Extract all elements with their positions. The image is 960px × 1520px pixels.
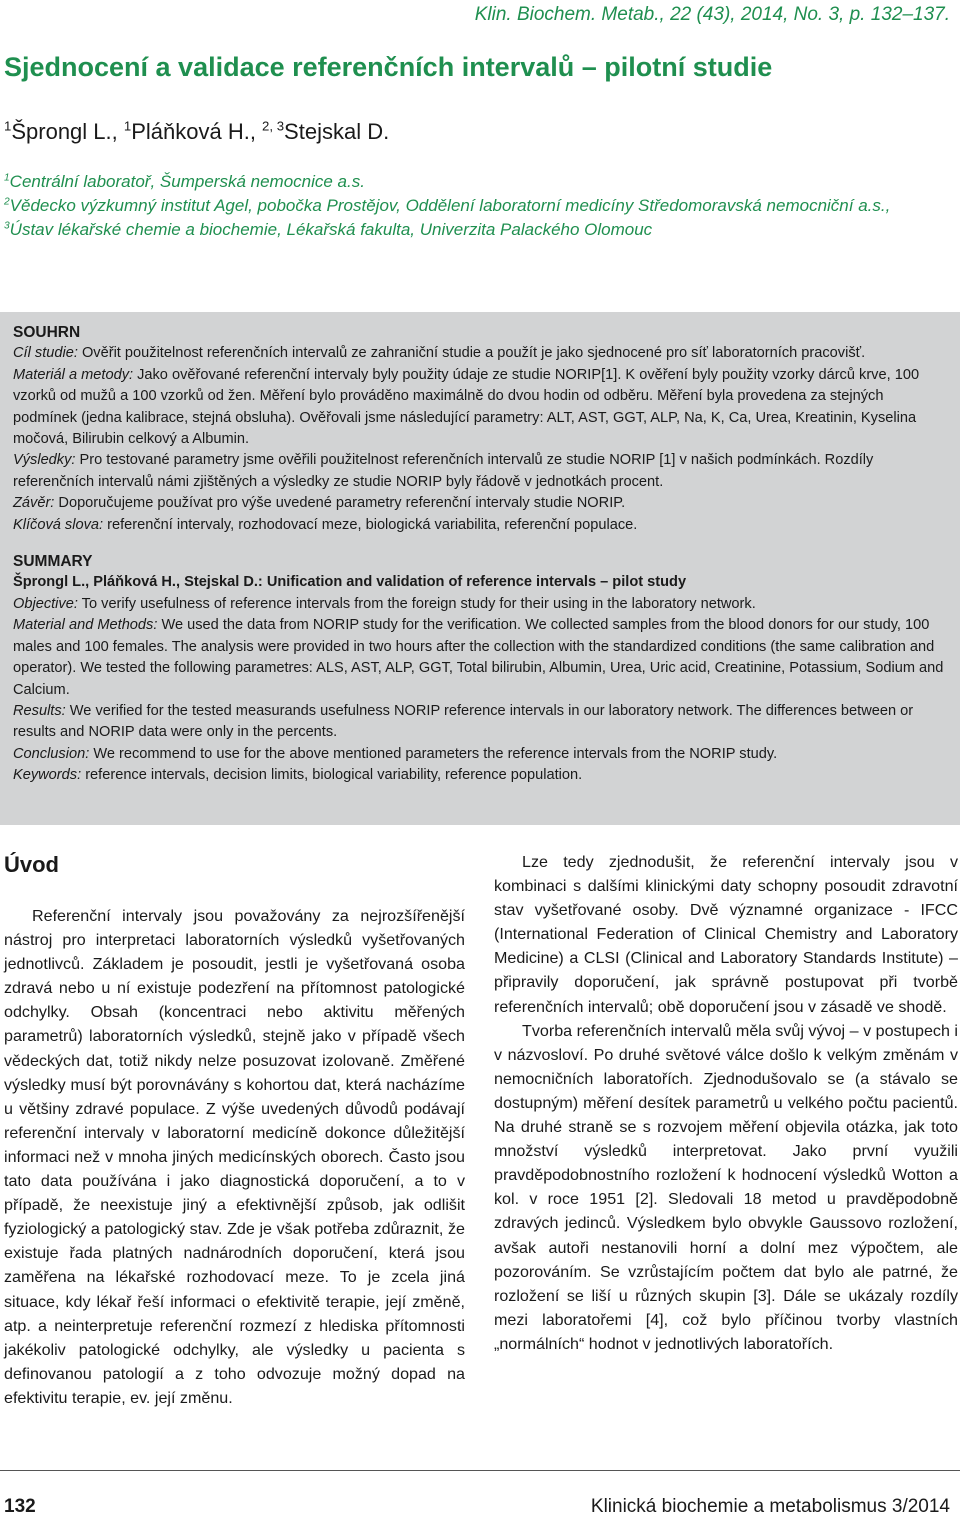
label: Závěr: xyxy=(13,495,55,512)
label: Materiál a metody: xyxy=(13,366,134,383)
author-name: Pláňková H., xyxy=(131,119,263,144)
affiliation xyxy=(4,170,950,194)
text: We verified for the tested measurands usefulness NORIP reference intervals in our laboratory network. The differences between or results and NORIP data were only in the percents. xyxy=(13,702,914,741)
body-paragraph: Lze tedy zjednodušit, že referenční intervaly jsou v kombinaci s dalšími klinickými daty schopny posoudit zdravotní stav vyšetřované osoby. Dvě významné organizace - IFCC (International Federation of Clinical Chemistry and Laboratory Medicine) a CLSI (Clinical and Laboratory Standards Institute) – připravily doporučení, jak správně postupovat při tvorbě referenčních intervalů; obě doporučení jsou v zásadě ve shodě. xyxy=(494,853,958,1016)
souhrn-results xyxy=(13,450,948,493)
page-number: 132 xyxy=(4,1496,36,1517)
souhrn-objective xyxy=(13,343,948,364)
label: Klíčová slova: xyxy=(13,516,104,533)
affiliation-text: Centrální laboratoř, Šumperská nemocnice a.s. xyxy=(9,172,365,191)
label: Conclusion: xyxy=(13,745,90,762)
label: Keywords: xyxy=(13,767,82,784)
summary-methods xyxy=(13,615,948,701)
summary-results xyxy=(13,701,948,744)
affiliations xyxy=(4,170,950,242)
summary-heading: SUMMARY xyxy=(13,553,93,571)
affiliation-text: Ústav lékařské chemie a biochemie, Lékařská fakulta, Univerzita Palackého Olomouc xyxy=(9,220,653,239)
affiliation-sup: 1 xyxy=(4,172,10,184)
affiliation-text: Vědecko výzkumný institut Agel, pobočka Prostějov, Oddělení laboratorní medicíny Středomoravská nemocniční a.s., xyxy=(9,196,891,215)
author-name: Stejskal D. xyxy=(284,119,390,144)
journal-reference: Klin. Biochem. Metab., 22 (43), 2014, No. 3, p. 132–137. xyxy=(474,4,950,25)
label: Results: xyxy=(13,702,66,719)
body-paragraph: Referenční intervaly jsou považovány za nejrozšířenější nástroj pro interpretaci laboratorních výsledků vyšetřovaných jednotlivců. Základem je posoudit, jestli je vyšetřovaná osoba zdravá nebo u ní existuje podezření na přítomnost patologické odchylky. Obsah (koncentraci nebo aktivitu měřených parametrů) laboratorních výsledků, stejně jako v případě všech vědeckých dat, totiž nikdy nelze posuzovat izolovaně. Změřené výsledky musí být porovnávány s kohortou dat, která nacházíme u většiny zdravé populace. Z výše uvedených důvodů podávají referenční intervaly v laboratorní medicíně dokonce důležitější informaci než v mnoha jiných medicínských oborech. Často jsou tato data používána i jako diagnostická doporučení, a to v případě, že neexistuje jiný a efektivnější způsob, jak odlišit fyziologický a patologický stav. Zde je však potřeba zdůraznit, že existuje řada platných nadnárodních doporučení, která jsou zaměřena na lékařské rozhodovací meze. To je zcela jiná situace, kdy lékař řeší informaci o efektivitě terapie, její změně, atp. a neinterpretuje referenční rozmezí z hlediska přítomnosti jakékoliv patologické odchylky, ale výsledky u pacienta s definovanou patologií a z toho odvozuje možný dopad na efektivitu terapie, ev. její změnu. xyxy=(4,907,465,1407)
affiliation xyxy=(4,194,950,218)
text: reference intervals, decision limits, biological variability, reference population. xyxy=(81,767,583,784)
label: Výsledky: xyxy=(13,452,76,469)
affiliation xyxy=(4,218,950,242)
body-left-column xyxy=(4,850,465,1410)
label: Material and Methods: xyxy=(13,617,158,634)
author-name: Šprongl L., xyxy=(11,119,124,144)
footer-journal-name: Klinická biochemie a metabolismus 3/2014 xyxy=(590,1496,950,1517)
text: We used the data from NORIP study for the verification. We collected samples from the blood donors for our study, 100 males and 100 females. The analysis were provided in two hours after the collection with the standardized conditions (the same calibration and operator). We tested the following parametres: ALS, AST, ALP, GGT, Total bilirubin, Albumin, Urea, Uric acid, Creatinine, Potassium, Sodium and Calcium. xyxy=(13,617,944,698)
text: Pro testované parametry jsme ověřili použitelnost referenčních intervalů ze studie NORIP [1] v našich podmínkách. Rozdíly referenčních intervalů námi zjištěných a výsledky ze studie NORIP byly řádově v jednotkách procent. xyxy=(13,452,874,490)
text: referenční intervaly, rozhodovací meze, biologická variabilita, referenční populace. xyxy=(103,516,638,533)
body-paragraph: Tvorba referenčních intervalů měla svůj vývoj – v postupech i v názvosloví. Po druhé světové válce došlo k velkým změnám v nemocničních laboratořích. Zjednodušovalo se (a stávalo se dostupným) měření desítek parametrů u velkého počtu pacientů. Na druhé straně se s rozvojem měření objevila otázka, jak toto množství výsledků interpretovat. Jako první využili pravděpodobnostního rozložení k hodnocení výsledků Wotton a kol. v roce 1951 [2]. Sledovali 18 metod u pravděpodobně zdravých jedinců. Výsledkem bylo obvykle Gaussovo rozložení, avšak autoři nestanovili horní a dolní mez výpočtem, ale pozorováním. Se vzrůstajícím počtem dat bylo ale patrné, že rozložení se liší u různých skupin [3]. Dále se ukázaly rozdíly mezi laboratořemi [4], což bylo příčinou tvorby vlastních „normálních“ hodnot v jednotlivých laboratořích. xyxy=(494,1021,958,1353)
authors xyxy=(4,119,389,145)
summary-objective xyxy=(13,594,948,615)
author-sup: 1 xyxy=(4,118,12,134)
souhrn-methods xyxy=(13,365,948,451)
author-sup: 2, 3 xyxy=(262,118,285,134)
summary-conclusion xyxy=(13,744,948,765)
summary-keywords xyxy=(13,765,948,786)
footer-divider xyxy=(0,1470,960,1471)
text: Doporučujeme používat pro výše uvedené parametry referenční intervaly studie NORIP. xyxy=(54,495,626,512)
text: To verify usefulness of reference intervals from the foreign study for their using in the laboratory network. xyxy=(77,595,756,612)
label: Objective: xyxy=(13,595,78,612)
author-sup: 1 xyxy=(123,118,132,134)
article-title: Sjednocení a validace referenčních intervalů – pilotní studie xyxy=(4,52,773,82)
summary-authors: Šprongl L., Pláňková H., Stejskal D.: Unification and validation of reference intervals – pilot study xyxy=(13,574,687,591)
affiliation-sup: 3 xyxy=(4,220,10,232)
souhrn-keywords xyxy=(13,515,948,536)
text: Jako ověřované referenční intervaly byly použity údaje ze studie NORIP[1]. K ověření byly použity vzorky dárců krve, 100 vzorků od mužů a 100 vzorků od žen. Měření bylo prováděno maximálně do dvou hodin od odběru. Měření byla provedena za stejných podmínek (jedna kalibrace, stejná obsluha). Ověřovali jsme následující parametry: ALT, AST, GGT, ALP, Na, K, Ca, Urea, Kreatinin, Kyselina močová, Bilirubin celkový a Albumin. xyxy=(13,366,920,448)
section-heading-uvod: Úvod xyxy=(4,852,59,877)
text: Ověřit použitelnost referenčních intervalů ze zahraniční studie a použít je jako sjednocené pro síť laboratorních pracovišť. xyxy=(77,345,866,362)
affiliation-sup: 2 xyxy=(4,196,10,208)
text: We recommend to use for the above mentioned parameters the reference intervals from the NORIP study. xyxy=(89,745,778,762)
souhrn-conclusion xyxy=(13,493,948,514)
abstract-box xyxy=(0,312,960,825)
label: Cíl studie: xyxy=(13,345,78,362)
body-right-column xyxy=(494,850,958,1356)
souhrn-heading: SOUHRN xyxy=(13,324,81,341)
